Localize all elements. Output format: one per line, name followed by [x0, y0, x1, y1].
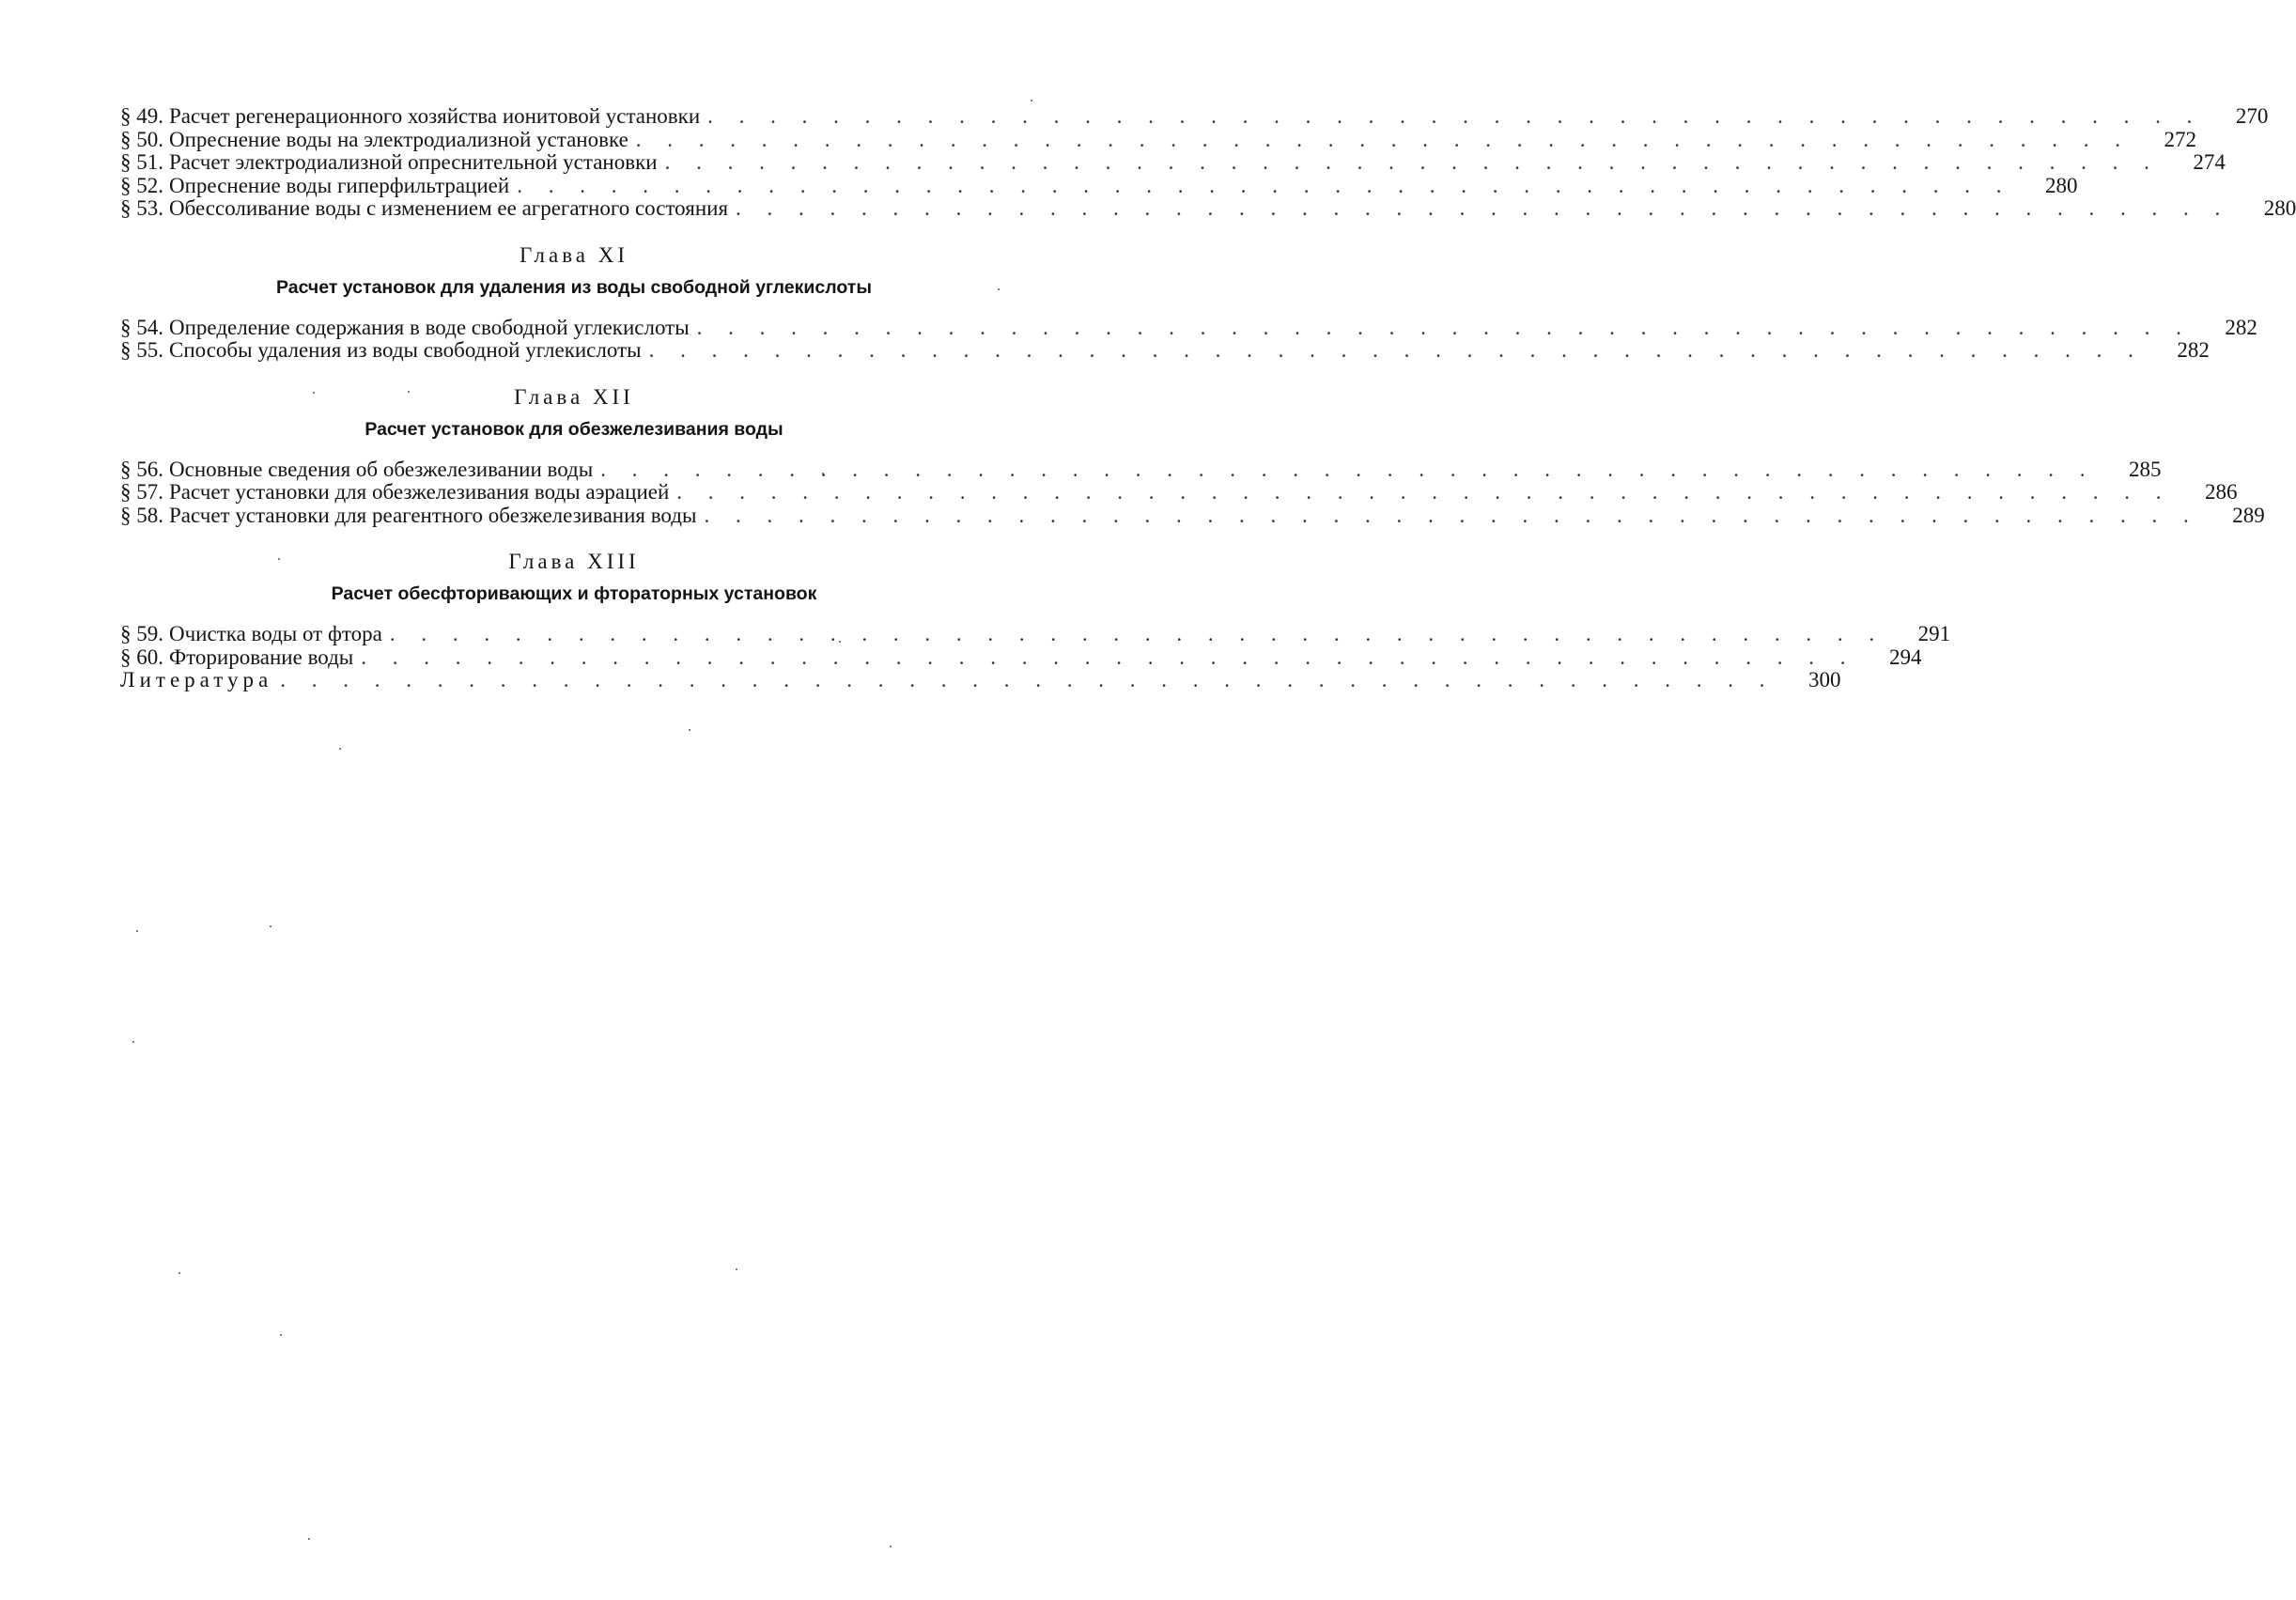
scan-speck — [308, 1538, 310, 1540]
toc-entry-57[interactable] — [120, 480, 2238, 505]
entry-page: 282 — [2225, 315, 2257, 339]
entry-number: § 57. — [120, 480, 163, 504]
dot-leader — [509, 175, 2011, 198]
entry-title: Обессоливание воды с изменением ее агрегатного состояния — [169, 196, 729, 220]
chapter-title: Расчет обесфторивающих и фтораторных установок — [331, 583, 817, 604]
toc-entry-56[interactable] — [120, 457, 2162, 482]
entry-number: § 54. — [120, 315, 163, 339]
entry-number: § 58. — [120, 503, 163, 527]
toc-entry-55[interactable] — [120, 338, 2210, 363]
entry-number: § 60. — [120, 645, 163, 669]
entry-title: Расчет установки для реагентного обезжелезивания воды — [169, 503, 697, 527]
entry-page: 280 — [2263, 196, 2296, 220]
dot-leader — [628, 129, 2131, 152]
entry-number: § 51. — [120, 150, 163, 174]
dot-leader — [593, 458, 2095, 482]
toc-entry-52[interactable] — [120, 173, 2078, 198]
entry-title: Опреснение воды гиперфильтрацией — [169, 173, 510, 197]
entry-page: 285 — [2128, 457, 2162, 481]
dot-leader — [690, 317, 2192, 340]
scan-speck — [689, 729, 690, 731]
dot-leader — [669, 481, 2171, 505]
scan-speck — [136, 930, 138, 932]
entry-page: 272 — [2164, 127, 2197, 151]
entry-title: Способы удаления из воды свободной углекислоты — [169, 338, 642, 362]
toc-entry-50[interactable] — [120, 127, 2197, 152]
scan-speck — [339, 748, 341, 750]
entry-title: Расчет установки для обезжелезивания воды аэрацией — [169, 480, 670, 504]
chapter-heading-xii — [120, 381, 1028, 445]
dot-leader — [272, 669, 1775, 692]
entry-page: 294 — [1889, 645, 1922, 669]
chapter-heading-xi — [120, 240, 1028, 303]
scan-speck — [822, 473, 824, 474]
scan-speck — [270, 925, 271, 927]
toc-entry-literature[interactable] — [120, 668, 1841, 692]
scan-speck — [178, 1272, 180, 1274]
dot-leader — [728, 197, 2230, 221]
chapter-title: Расчет установок для удаления из воды свободной углекислоты — [276, 276, 872, 298]
scan-speck — [408, 391, 410, 393]
entry-page: 280 — [2044, 173, 2078, 197]
entry-number: § 50. — [120, 127, 163, 151]
scan-speck — [280, 1334, 282, 1336]
scan-speck — [736, 1268, 737, 1270]
scan-speck — [890, 1546, 892, 1547]
scan-speck — [1031, 100, 1032, 101]
entry-page: 274 — [2193, 150, 2226, 174]
entry-page: 282 — [2177, 338, 2210, 362]
entry-title: Очистка воды от фтора — [169, 622, 382, 645]
toc-entry-54[interactable] — [120, 315, 2257, 340]
table-of-contents — [120, 104, 2296, 692]
entry-title: Определение содержания в воде свободной углекислоты — [169, 315, 690, 339]
scan-speck — [839, 641, 841, 643]
entry-page: 270 — [2235, 104, 2269, 128]
entry-title: Литература — [120, 668, 273, 691]
entry-title: Основные сведения об обезжелезивании воды — [169, 457, 594, 481]
dot-leader — [353, 646, 1855, 670]
dot-leader — [658, 151, 2160, 175]
dot-leader — [382, 623, 1885, 646]
scan-speck — [132, 1041, 134, 1043]
dot-leader — [700, 105, 2202, 129]
entry-page: 289 — [2232, 503, 2265, 527]
entry-title: Расчет электродиализной опреснительной установки — [169, 150, 658, 174]
entry-page: 291 — [1917, 622, 1951, 645]
entry-number: § 53. — [120, 196, 163, 220]
scan-speck — [998, 288, 1000, 290]
chapter-label: Глава XII — [514, 384, 634, 409]
toc-entry-53[interactable] — [120, 196, 2296, 221]
chapter-title: Расчет установок для обезжелезивания воды — [365, 418, 783, 440]
toc-entry-49[interactable] — [120, 104, 2269, 129]
chapter-label: Глава XIII — [508, 550, 640, 573]
toc-entry-51[interactable] — [120, 150, 2226, 175]
entry-number: § 55. — [120, 338, 163, 362]
entry-number: § 59. — [120, 622, 163, 645]
entry-number: § 52. — [120, 173, 163, 197]
dot-leader — [642, 339, 2144, 363]
dot-leader — [696, 505, 2198, 528]
chapter-heading-xiii — [120, 546, 1028, 610]
entry-page: 300 — [1808, 668, 1841, 691]
toc-entry-59[interactable] — [120, 622, 1951, 646]
entry-number: § 49. — [120, 104, 163, 128]
entry-title: Расчет регенерационного хозяйства ионитовой установки — [169, 104, 701, 128]
entry-page: 286 — [2205, 480, 2238, 504]
entry-title: Опреснение воды на электродиализной установке — [169, 127, 628, 151]
toc-entry-60[interactable] — [120, 645, 1922, 670]
chapter-label: Глава XI — [519, 242, 629, 267]
entry-title: Фторирование воды — [169, 645, 354, 669]
scan-speck — [278, 558, 280, 560]
entry-number: § 56. — [120, 457, 163, 481]
scan-speck — [313, 392, 315, 394]
toc-entry-58[interactable] — [120, 503, 2265, 528]
